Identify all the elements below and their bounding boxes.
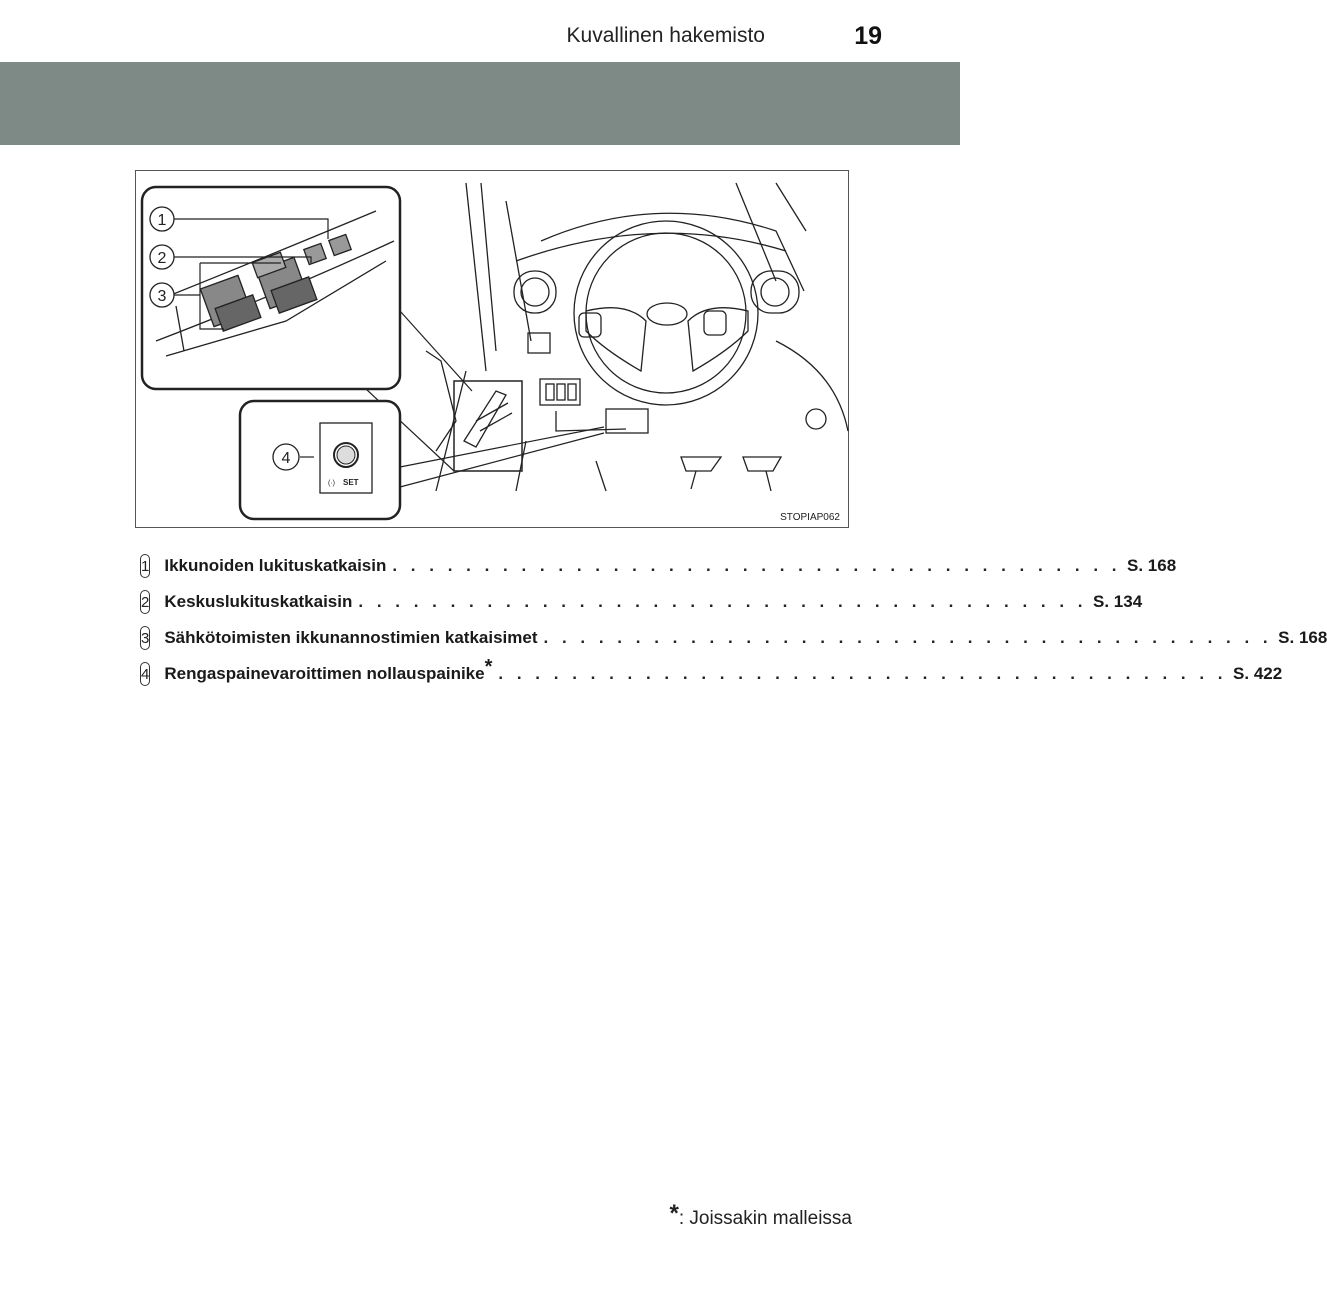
page-number: 19 (854, 22, 882, 50)
item-number-badge: 1 (140, 554, 150, 578)
callout-4: 4 (281, 450, 291, 467)
list-item (140, 620, 1327, 656)
leader-dots: . . . . . . . . . . . . . . . . . . . . . . . . . . . . . . . . . . . . . . . . (498, 664, 1228, 683)
item-label: Keskuslukituskatkaisin (164, 592, 353, 611)
set-label: SET (343, 478, 359, 487)
callout-2: 2 (157, 250, 167, 267)
footnote (669, 1200, 852, 1230)
callout-3: 3 (157, 288, 167, 305)
item-number-badge: 2 (140, 590, 150, 614)
section-title: Kuvallinen hakemisto (566, 24, 765, 47)
item-page-ref: S. 422 (1233, 664, 1283, 683)
item-label-text: Rengaspainevaroittimen nollauspainike (164, 664, 485, 683)
leader-dots: . . . . . . . . . . . . . . . . . . . . . . . . . . . . . . . . . . . . . . . . (358, 592, 1088, 611)
callout-1: 1 (157, 212, 167, 229)
header-band (0, 62, 960, 145)
item-page-ref: S. 168 (1127, 556, 1177, 575)
footnote-text: : Joissakin malleissa (678, 1208, 852, 1229)
dashboard-illustration (135, 170, 849, 528)
dashboard-drawing (136, 171, 848, 527)
footnote-marker: * (669, 1200, 679, 1227)
item-label (164, 656, 493, 684)
item-page-ref: S. 168 (1278, 628, 1327, 647)
item-page-ref: S. 134 (1093, 592, 1143, 611)
item-label: Sähkötoimisten ikkunannostimien katkaisimet (164, 628, 538, 647)
svg-text:(·): (·) (328, 480, 335, 487)
asterisk-marker: * (484, 656, 493, 678)
list-item (140, 656, 1283, 692)
list-item (140, 584, 1143, 620)
item-number-badge: 3 (140, 626, 150, 650)
list-item (140, 548, 1177, 584)
leader-dots: . . . . . . . . . . . . . . . . . . . . . . . . . . . . . . . . . . . . . . . . (543, 628, 1273, 647)
item-label: Ikkunoiden lukituskatkaisin (164, 556, 387, 575)
item-number-badge: 4 (140, 662, 150, 686)
item-list (140, 548, 1327, 692)
figure-code: STOPIAP062 (780, 512, 840, 523)
leader-dots: . . . . . . . . . . . . . . . . . . . . . . . . . . . . . . . . . . . . . . . . (392, 556, 1121, 575)
